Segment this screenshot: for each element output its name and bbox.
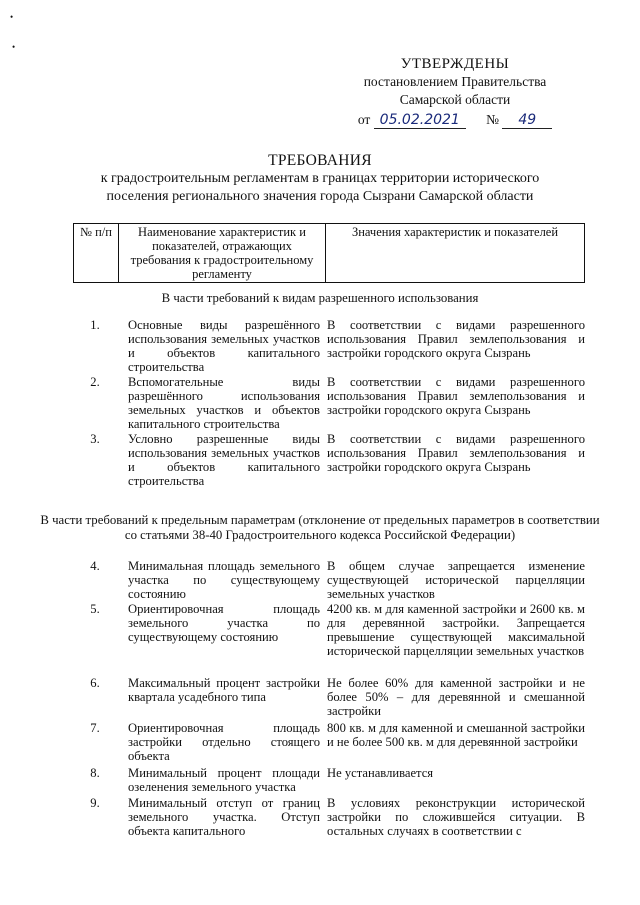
row-value: 800 кв. м для каменной и смешанной застройки и не более 500 кв. м для деревянной застройки	[327, 721, 585, 749]
section-title: В части требований к видам разрешенного использования	[161, 291, 479, 305]
row-number: 2.	[90, 375, 100, 389]
row-number: 9.	[90, 796, 100, 810]
row-name: Минимальный процент площади озеленения земельного участка	[128, 766, 320, 794]
header-value: Значения характеристик и показателей	[326, 224, 585, 283]
row-name: Условно разрешенные виды использования земельных участков и объектов капитального строительства	[128, 432, 320, 488]
title-line: к градостроительным регламентам в границах территории исторического	[100, 171, 540, 186]
row-name: Минимальная площадь земельного участка по существующему состоянию	[128, 559, 320, 601]
row-number: 4.	[90, 559, 100, 573]
row-name: Ориентировочная площадь земельного участка по существующему состоянию	[128, 602, 320, 644]
row-number: 5.	[90, 602, 100, 616]
row-value: В соответствии с видами разрешенного использования Правил землепользования и застройки городского округа Сызрань	[327, 375, 585, 417]
row-value: В соответствии с видами разрешенного использования Правил землепользования и застройки городского округа Сызрань	[327, 318, 585, 360]
header-name: Наименование характеристик и показателей, отражающих требования к градостроительному регламенту	[119, 224, 326, 283]
handwritten-number: 49	[502, 112, 552, 129]
row-name: Максимальный процент застройки квартала усадебного типа	[128, 676, 320, 704]
row-name: Ориентировочная площадь застройки отдельно стоящего объекта	[128, 721, 320, 763]
approval-block	[300, 55, 610, 129]
approval-heading: УТВЕРЖДЕНЫ	[400, 56, 510, 72]
row-number: 6.	[90, 676, 100, 690]
row-name: Вспомогательные виды разрешённого использования земельных участков и объектов капитального строительства	[128, 375, 320, 431]
table-header	[73, 223, 585, 283]
handwritten-date: 05.02.2021	[374, 112, 466, 129]
scan-mark: •	[10, 12, 14, 22]
title-line: поселения регионального значения города Сызрани Самарской области	[106, 189, 534, 204]
row-value: 4200 кв. м для каменной застройки и 2600 кв. м для деревянной застройки. Запрещается превышение существующей максимальной исторической парцелляции земельных участков	[327, 602, 585, 658]
row-value: Не устанавливается	[327, 766, 434, 780]
number-prefix: №	[486, 112, 499, 127]
row-number: 8.	[90, 766, 100, 780]
approval-line: Самарской области	[399, 92, 511, 107]
row-number: 1.	[90, 318, 100, 332]
approval-line: постановлением Правительства	[363, 74, 547, 89]
document-title	[40, 152, 600, 206]
date-prefix: от	[357, 112, 371, 127]
title-heading: ТРЕБОВАНИЯ	[268, 152, 372, 169]
row-number: 7.	[90, 721, 100, 735]
row-number: 3.	[90, 432, 100, 446]
row-value: Не более 60% для каменной застройки и не более 50% – для деревянной и смешанной застройки	[327, 676, 585, 718]
section-title: В части требований к предельным параметрам (отклонение от предельных параметров в соответствии со статьями 38-40 Градостроительного кодекса Российской Федерации)	[40, 513, 600, 542]
row-value: В соответствии с видами разрешенного использования Правил землепользования и застройки городского округа Сызрань	[327, 432, 585, 474]
row-value: В общем случае запрещается изменение существующей исторической парцелляции земельных участков	[327, 559, 585, 601]
row-name: Минимальный отступ от границ земельного участка. Отступ объекта капитального	[128, 796, 320, 838]
header-number: № п/п	[74, 224, 119, 283]
scan-mark: •	[12, 42, 16, 52]
row-name: Основные виды разрешённого использования земельных участков и объектов капитального строительства	[128, 318, 320, 374]
approval-date-line	[300, 111, 610, 129]
row-value: В условиях реконструкции исторической застройки по сложившейся ситуации. В остальных случаях в соответствии с	[327, 796, 585, 838]
